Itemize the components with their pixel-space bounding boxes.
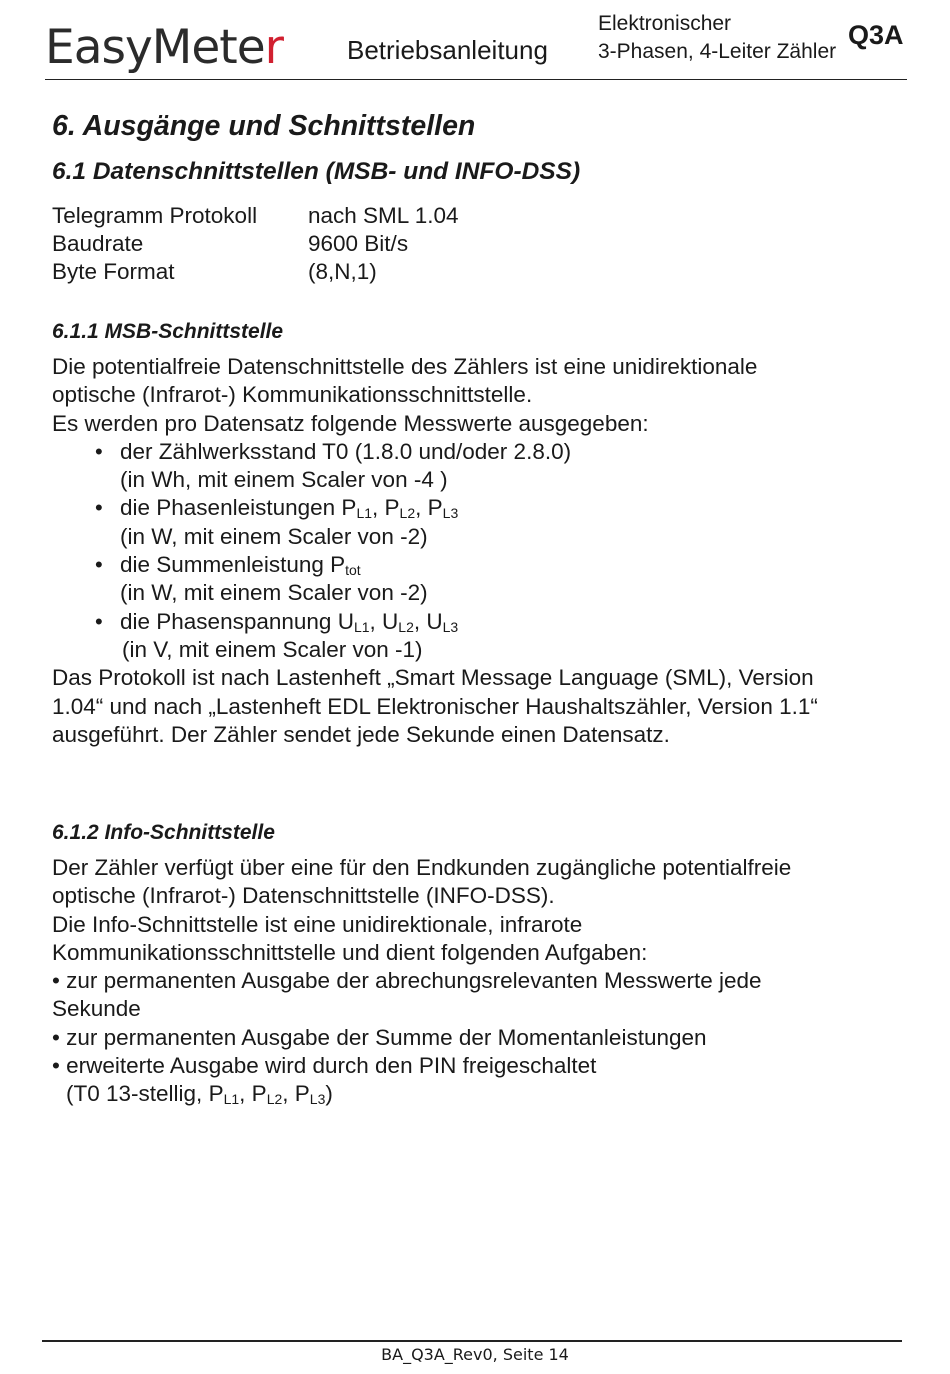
symbol: P (341, 495, 357, 521)
bullet-icon: • (95, 608, 103, 634)
text-fragment: die Phasenleistungen (120, 495, 342, 521)
list-item (52, 438, 818, 466)
text-fragment: die Phasenspannung (120, 608, 338, 634)
list-item-continuation (52, 1080, 791, 1113)
paragraph-line: Die potentialfreie Datenschnittstelle des Zählers ist eine unidirektionale (52, 354, 758, 379)
subscript: tot (345, 562, 361, 579)
subscript: L3 (442, 505, 459, 522)
spec-key: Telegramm Protokoll (52, 203, 258, 228)
list-item-text: der Zählwerksstand T0 (1.8.0 und/oder 2.8.0) (120, 438, 572, 464)
subscript: L2 (399, 505, 416, 522)
list-item-text: (in W, mit einem Scaler von -2) (120, 523, 428, 549)
text-fragment: ) (325, 1081, 333, 1107)
list-item-note (52, 466, 818, 494)
spec-key: Byte Format (52, 259, 175, 284)
list-item: • erweiterte Ausgabe wird durch den PIN freigeschaltet (52, 1053, 597, 1079)
info-interface-description (52, 854, 791, 1114)
text-fragment: die Summenleistung P (120, 552, 346, 578)
symbol: P (384, 495, 400, 521)
model-code: Q3A (848, 20, 904, 50)
product-description (598, 10, 836, 66)
symbol: P (208, 1081, 224, 1107)
list-item (52, 551, 818, 579)
spec-value: 9600 Bit/s (308, 231, 409, 256)
logo-accent-letter: r (264, 20, 283, 75)
paragraph-line: Der Zähler verfügt über eine für den Endkunden zugängliche potentialfreie (52, 855, 792, 880)
paragraph-line: Das Protokoll ist nach Lastenheft „Smart Message Language (SML), Version (52, 665, 814, 691)
symbol: U (337, 608, 354, 634)
subscript: L1 (356, 505, 373, 522)
paragraph-line: optische (Infrarot-) Datenschnittstelle (INFO-DSS). (52, 883, 555, 909)
subscript: L1 (353, 618, 370, 635)
section-6-1-2-title: 6.1.2 Info-Schnittstelle (52, 821, 275, 844)
product-line-1: Elektronischer (598, 12, 732, 35)
paragraph-line: Es werden pro Datensatz folgende Messwerte ausgegeben: (52, 410, 649, 436)
list-item: • zur permanenten Ausgabe der abrechungsrelevanten Messwerte jede (52, 968, 762, 994)
msb-description (52, 353, 818, 749)
separator: , (282, 1081, 295, 1107)
subscript: L2 (398, 618, 414, 635)
list-item-note (52, 636, 818, 664)
spec-key: Baudrate (52, 231, 144, 256)
document-type: Betriebsanleitung (347, 35, 548, 65)
section-6-1-title: 6.1 Datenschnittstellen (MSB- und INFO-DSS) (52, 158, 581, 185)
paragraph-line: Die Info-Schnittstelle ist eine unidirektionale, infrarote (52, 911, 583, 937)
bullet-icon: • (95, 552, 103, 578)
list-item (52, 608, 818, 636)
paragraph-line: ausgeführt. Der Zähler sendet jede Sekunde einen Datensatz. (52, 721, 670, 747)
subscript: L2 (266, 1091, 283, 1108)
list-item-text: (in W, mit einem Scaler von -2) (120, 580, 428, 606)
bullet-icon: • (95, 495, 103, 521)
separator: , (372, 495, 385, 521)
spec-value: nach SML 1.04 (308, 203, 459, 228)
symbol: U (426, 608, 443, 634)
paragraph-line: 1.04“ und nach „Lastenheft EDL Elektronischer Haushaltszähler, Version 1.1“ (52, 693, 818, 719)
page-footer: BA_Q3A_Rev0, Seite 14 (381, 1345, 569, 1364)
list-item-note (52, 523, 818, 551)
paragraph-line: Kommunikationsschnittstelle und dient folgenden Aufgaben: (52, 939, 648, 965)
separator: , (415, 495, 428, 521)
footer-divider (42, 1340, 902, 1342)
section-6-title: 6. Ausgänge und Schnittstellen (52, 110, 476, 142)
text-fragment: (T0 13-stellig, (66, 1081, 209, 1107)
list-item-text: (in Wh, mit einem Scaler von -4 ) (120, 467, 448, 493)
symbol: P (427, 495, 443, 521)
logo-text: EasyMete (45, 20, 265, 75)
symbol: U (382, 608, 399, 634)
section-6-1-1-title: 6.1.1 MSB-Schnittstelle (52, 320, 284, 343)
list-item-continuation: Sekunde (52, 996, 141, 1022)
list-item-note (52, 579, 818, 607)
subscript: L1 (223, 1091, 240, 1108)
symbol: P (251, 1081, 267, 1107)
company-logo (45, 20, 283, 76)
header-divider (45, 79, 907, 80)
subscript: L3 (309, 1091, 326, 1108)
subscript: L3 (442, 618, 459, 635)
list-item: • zur permanenten Ausgabe der Summe der Momentanleistungen (52, 1024, 707, 1050)
separator: , (239, 1081, 252, 1107)
list-item-text: (in V, mit einem Scaler von -1) (122, 636, 423, 662)
list-item (52, 494, 818, 522)
separator: , (413, 608, 427, 634)
symbol: P (294, 1081, 310, 1107)
spec-value: (8,N,1) (308, 259, 377, 284)
separator: , (369, 608, 383, 634)
product-line-2: 3-Phasen, 4-Leiter Zähler (598, 40, 837, 63)
paragraph-line: optische (Infrarot-) Kommunikationsschnittstelle. (52, 382, 533, 408)
bullet-icon: • (95, 438, 103, 464)
